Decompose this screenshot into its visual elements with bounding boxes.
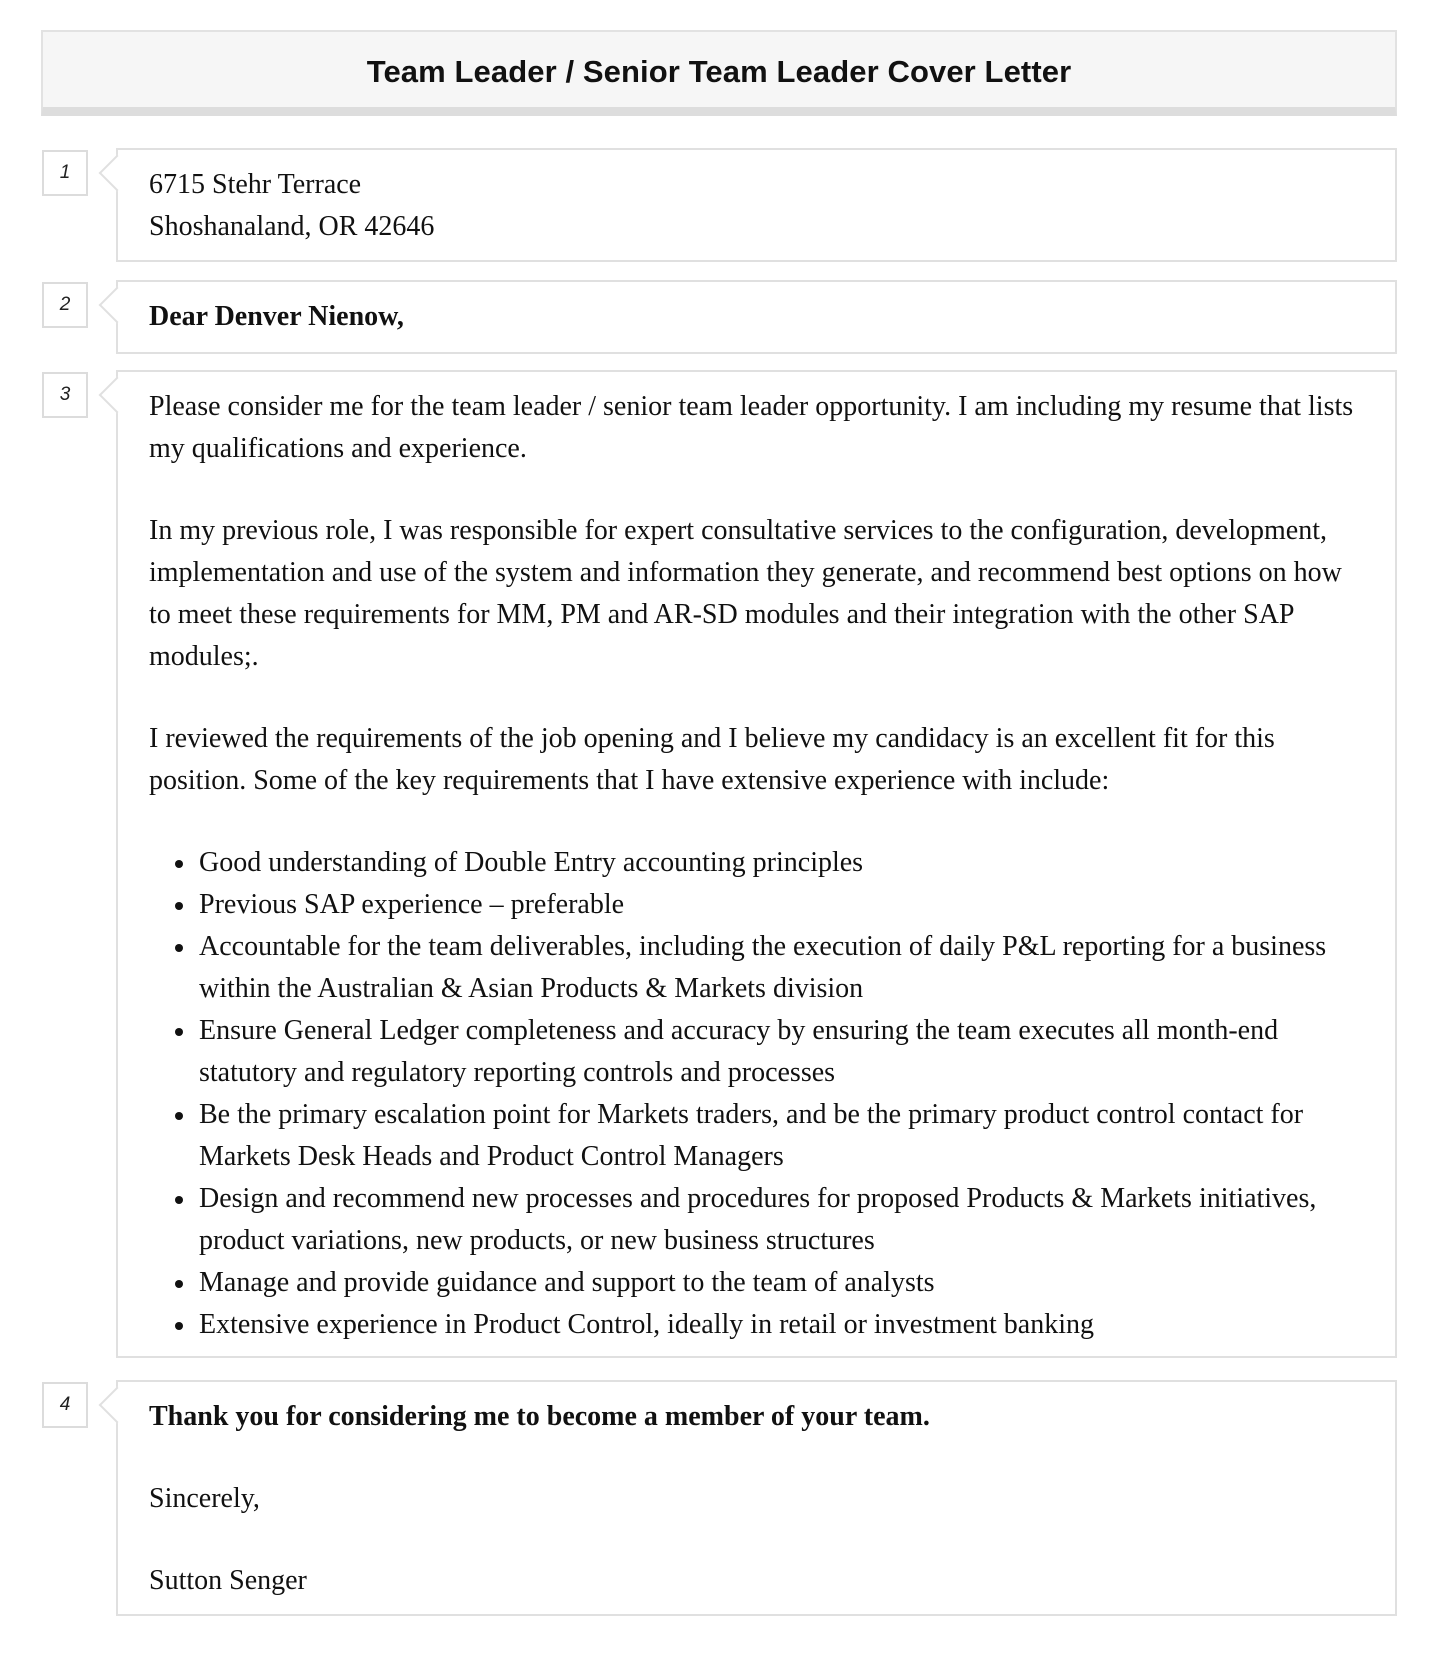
- list-item: Manage and provide guidance and support to the team of analysts: [199, 1262, 1365, 1304]
- list-item: Design and recommend new processes and procedures for proposed Products & Markets initiatives, product variations, new products, or new business structures: [199, 1178, 1365, 1262]
- greeting: Dear Denver Nienow,: [149, 301, 404, 332]
- document-title: Team Leader / Senior Team Leader Cover Letter: [366, 53, 1072, 89]
- address-line-1: 6715 Stehr Terrace: [149, 169, 362, 200]
- list-item: Accountable for the team deliverables, including the execution of daily P&L reporting for a business within the Australian & Asian Products & Markets division: [199, 926, 1365, 1010]
- section-body: [116, 370, 1397, 1358]
- list-item: Be the primary escalation point for Markets traders, and be the primary product control contact for Markets Desk Heads and Product Control Managers: [199, 1094, 1365, 1178]
- signature: Sutton Senger: [149, 1565, 307, 1596]
- closing-line: Sincerely,: [149, 1483, 260, 1514]
- intro-paragraph: Please consider me for the team leader / senior team leader opportunity. I am including my resume that lists my qualifications and experience.: [149, 391, 1354, 464]
- list-item: Good understanding of Double Entry accounting principles: [199, 842, 1365, 884]
- requirements-intro-paragraph: I reviewed the requirements of the job opening and I believe my candidacy is an excellent fit for this position. Some of the key requirements that I have extensive experience with include:: [149, 723, 1275, 796]
- list-item: Previous SAP experience – preferable: [199, 884, 1365, 926]
- section-number-4: 4: [42, 1382, 88, 1428]
- section-address: [116, 148, 1397, 262]
- previous-role-paragraph: In my previous role, I was responsible for expert consultative services to the configuration, development, implementation and use of the system and information they generate, and recommend best options on how to meet these requirements for MM, PM and AR-SD modules and their integration with the other SAP modules;.: [149, 515, 1342, 672]
- address-line-2: Shoshanaland, OR 42646: [149, 211, 435, 242]
- section-number-1: 1: [42, 150, 88, 196]
- section-closing: [116, 1380, 1397, 1616]
- thanks-line: Thank you for considering me to become a member of your team.: [149, 1401, 930, 1432]
- document-header: [41, 30, 1397, 116]
- requirements-list: [149, 842, 1365, 1346]
- section-greeting: [116, 280, 1397, 354]
- section-number-2: 2: [42, 282, 88, 328]
- section-number-3: 3: [42, 372, 88, 418]
- list-item: Extensive experience in Product Control, ideally in retail or investment banking: [199, 1304, 1365, 1346]
- list-item: Ensure General Ledger completeness and accuracy by ensuring the team executes all month-end statutory and regulatory reporting controls and processes: [199, 1010, 1365, 1094]
